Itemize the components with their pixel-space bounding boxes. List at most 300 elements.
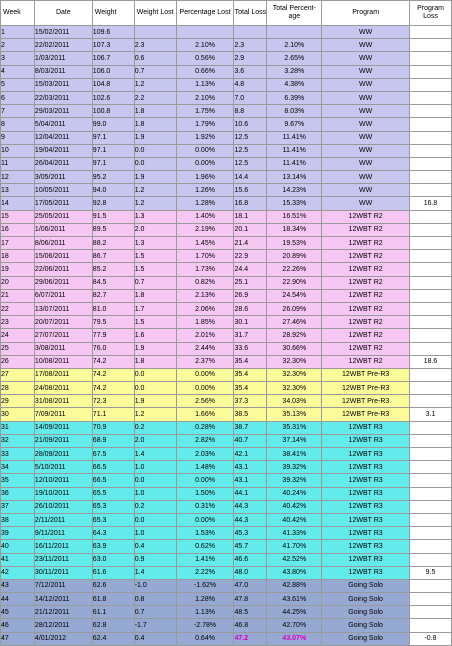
date-cell[interactable]: 7/09/2011 <box>34 408 92 421</box>
percentage-lost-cell[interactable]: 1.26% <box>176 184 234 197</box>
weight-cell[interactable]: 66.5 <box>92 474 134 487</box>
week-cell[interactable]: 42 <box>1 566 35 579</box>
weight-lost-cell[interactable]: 1.9 <box>134 171 176 184</box>
percentage-lost-cell[interactable]: 1.85% <box>176 316 234 329</box>
program-loss-cell[interactable] <box>410 579 452 592</box>
week-cell[interactable]: 9 <box>1 131 35 144</box>
weight-lost-cell[interactable]: 0.0 <box>134 144 176 157</box>
header-program-loss[interactable]: Program Loss <box>410 1 452 26</box>
program-cell[interactable]: 12WBT R2 <box>322 223 410 236</box>
date-cell[interactable]: 19/10/2011 <box>34 487 92 500</box>
program-loss-cell[interactable] <box>410 91 452 104</box>
percentage-lost-cell[interactable]: 1.28% <box>176 197 234 210</box>
weight-cell[interactable]: 97.1 <box>92 144 134 157</box>
weight-lost-cell[interactable]: 1.4 <box>134 566 176 579</box>
total-percentage-cell[interactable]: 2.65% <box>267 52 322 65</box>
week-cell[interactable]: 26 <box>1 355 35 368</box>
weight-lost-cell[interactable]: -1.0 <box>134 579 176 592</box>
weight-lost-cell[interactable]: 1.9 <box>134 395 176 408</box>
week-cell[interactable]: 17 <box>1 237 35 250</box>
total-percentage-cell[interactable]: 42.52% <box>267 553 322 566</box>
percentage-lost-cell[interactable]: 1.45% <box>176 237 234 250</box>
date-cell[interactable]: 21/12/2011 <box>34 606 92 619</box>
program-cell[interactable]: 12WBT R2 <box>322 250 410 263</box>
total-loss-cell[interactable]: 43.1 <box>234 474 267 487</box>
weight-cell[interactable]: 71.1 <box>92 408 134 421</box>
weight-lost-cell[interactable]: 0.0 <box>134 382 176 395</box>
date-cell[interactable]: 12/10/2011 <box>34 474 92 487</box>
program-cell[interactable]: 12WBT Pre-R3 <box>322 382 410 395</box>
weight-lost-cell[interactable]: 0.0 <box>134 474 176 487</box>
weight-cell[interactable]: 65.3 <box>92 513 134 526</box>
date-cell[interactable]: 1/06/2011 <box>34 223 92 236</box>
weight-lost-cell[interactable]: 0.7 <box>134 65 176 78</box>
weight-cell[interactable]: 65.5 <box>92 487 134 500</box>
weight-cell[interactable]: 106.7 <box>92 52 134 65</box>
program-cell[interactable]: Going Solo <box>322 619 410 632</box>
total-loss-cell[interactable]: 14.4 <box>234 171 267 184</box>
percentage-lost-cell[interactable]: 0.66% <box>176 65 234 78</box>
percentage-lost-cell[interactable]: 2.01% <box>176 329 234 342</box>
weight-lost-cell[interactable]: 1.8 <box>134 118 176 131</box>
weight-cell[interactable]: 68.9 <box>92 434 134 447</box>
program-cell[interactable]: WW <box>322 91 410 104</box>
weight-lost-cell[interactable]: 0.6 <box>134 52 176 65</box>
weight-cell[interactable]: 76.0 <box>92 342 134 355</box>
program-cell[interactable]: 12WBT R2 <box>322 316 410 329</box>
week-cell[interactable]: 3 <box>1 52 35 65</box>
total-percentage-cell[interactable]: 11.41% <box>267 131 322 144</box>
weight-lost-cell[interactable]: 1.0 <box>134 461 176 474</box>
date-cell[interactable]: 1/03/2011 <box>34 52 92 65</box>
weight-cell[interactable]: 67.5 <box>92 448 134 461</box>
percentage-lost-cell[interactable]: 1.70% <box>176 250 234 263</box>
percentage-lost-cell[interactable]: 2.22% <box>176 566 234 579</box>
total-percentage-cell[interactable]: 37.14% <box>267 434 322 447</box>
date-cell[interactable]: 31/08/2011 <box>34 395 92 408</box>
week-cell[interactable]: 2 <box>1 39 35 52</box>
total-loss-cell[interactable]: 37.3 <box>234 395 267 408</box>
header-week[interactable]: Week <box>1 1 35 26</box>
total-percentage-cell[interactable]: 42.88% <box>267 579 322 592</box>
program-cell[interactable]: 12WBT R2 <box>322 329 410 342</box>
weight-cell[interactable]: 92.8 <box>92 197 134 210</box>
percentage-lost-cell[interactable]: 1.13% <box>176 78 234 91</box>
total-percentage-cell[interactable]: 8.03% <box>267 105 322 118</box>
program-loss-cell[interactable] <box>410 434 452 447</box>
total-percentage-cell[interactable]: 39.32% <box>267 474 322 487</box>
total-percentage-cell[interactable]: 43.80% <box>267 566 322 579</box>
weight-lost-cell[interactable]: 0.9 <box>134 553 176 566</box>
percentage-lost-cell[interactable]: 1.92% <box>176 131 234 144</box>
program-cell[interactable]: Going Solo <box>322 632 410 645</box>
program-loss-cell[interactable] <box>410 619 452 632</box>
total-percentage-cell[interactable]: 19.53% <box>267 237 322 250</box>
weight-lost-cell[interactable]: 2.0 <box>134 434 176 447</box>
total-percentage-cell[interactable]: 2.10% <box>267 39 322 52</box>
program-cell[interactable]: 12WBT Pre-R3 <box>322 368 410 381</box>
week-cell[interactable]: 33 <box>1 448 35 461</box>
week-cell[interactable]: 32 <box>1 434 35 447</box>
date-cell[interactable]: 8/03/2011 <box>34 65 92 78</box>
program-loss-cell[interactable] <box>410 144 452 157</box>
date-cell[interactable]: 9/11/2011 <box>34 527 92 540</box>
total-loss-cell[interactable]: 10.6 <box>234 118 267 131</box>
week-cell[interactable]: 15 <box>1 210 35 223</box>
percentage-lost-cell[interactable]: 2.13% <box>176 289 234 302</box>
program-cell[interactable]: 12WBT R3 <box>322 421 410 434</box>
program-loss-cell[interactable] <box>410 553 452 566</box>
total-loss-cell[interactable]: 33.6 <box>234 342 267 355</box>
week-cell[interactable]: 8 <box>1 118 35 131</box>
week-cell[interactable]: 21 <box>1 289 35 302</box>
total-percentage-cell[interactable]: 4.38% <box>267 78 322 91</box>
date-cell[interactable]: 12/04/2011 <box>34 131 92 144</box>
header-date[interactable]: Date <box>34 1 92 26</box>
date-cell[interactable]: 15/02/2011 <box>34 26 92 39</box>
total-loss-cell[interactable]: 48.5 <box>234 606 267 619</box>
percentage-lost-cell[interactable]: -2.78% <box>176 619 234 632</box>
week-cell[interactable]: 37 <box>1 500 35 513</box>
weight-cell[interactable]: 66.5 <box>92 461 134 474</box>
header-total-loss[interactable]: Total Loss <box>234 1 267 26</box>
total-percentage-cell[interactable]: 30.66% <box>267 342 322 355</box>
weight-cell[interactable]: 72.3 <box>92 395 134 408</box>
program-loss-cell[interactable] <box>410 210 452 223</box>
weight-lost-cell[interactable]: 1.2 <box>134 78 176 91</box>
program-cell[interactable]: 12WBT R3 <box>322 461 410 474</box>
weight-cell[interactable]: 62.6 <box>92 579 134 592</box>
total-loss-cell[interactable]: 38.5 <box>234 408 267 421</box>
percentage-lost-cell[interactable]: 2.56% <box>176 395 234 408</box>
weight-lost-cell[interactable]: 1.9 <box>134 131 176 144</box>
weight-lost-cell[interactable] <box>134 26 176 39</box>
program-loss-cell[interactable] <box>410 78 452 91</box>
program-cell[interactable]: 12WBT R2 <box>322 355 410 368</box>
total-loss-cell[interactable]: 30.1 <box>234 316 267 329</box>
program-loss-cell[interactable] <box>410 52 452 65</box>
weight-cell[interactable]: 74.2 <box>92 368 134 381</box>
program-cell[interactable]: 12WBT R2 <box>322 302 410 315</box>
program-cell[interactable]: 12WBT R2 <box>322 263 410 276</box>
program-loss-cell[interactable] <box>410 461 452 474</box>
total-percentage-cell[interactable]: 15.33% <box>267 197 322 210</box>
total-percentage-cell[interactable]: 43.07% <box>267 632 322 645</box>
week-cell[interactable]: 19 <box>1 263 35 276</box>
program-cell[interactable]: WW <box>322 118 410 131</box>
program-cell[interactable]: WW <box>322 52 410 65</box>
date-cell[interactable]: 26/04/2011 <box>34 157 92 170</box>
week-cell[interactable]: 29 <box>1 395 35 408</box>
date-cell[interactable]: 28/12/2011 <box>34 619 92 632</box>
total-loss-cell[interactable]: 15.6 <box>234 184 267 197</box>
program-loss-cell[interactable]: 18.6 <box>410 355 452 368</box>
program-loss-cell[interactable] <box>410 527 452 540</box>
total-percentage-cell[interactable]: 43.61% <box>267 593 322 606</box>
percentage-lost-cell[interactable]: 1.79% <box>176 118 234 131</box>
week-cell[interactable]: 43 <box>1 579 35 592</box>
total-percentage-cell[interactable]: 14.23% <box>267 184 322 197</box>
weight-lost-cell[interactable]: 1.2 <box>134 197 176 210</box>
program-loss-cell[interactable] <box>410 368 452 381</box>
program-loss-cell[interactable] <box>410 118 452 131</box>
total-loss-cell[interactable]: 16.8 <box>234 197 267 210</box>
total-loss-cell[interactable]: 35.4 <box>234 355 267 368</box>
header-program[interactable]: Program <box>322 1 410 26</box>
program-cell[interactable]: WW <box>322 131 410 144</box>
week-cell[interactable]: 39 <box>1 527 35 540</box>
weight-cell[interactable]: 97.1 <box>92 131 134 144</box>
program-loss-cell[interactable] <box>410 26 452 39</box>
weight-lost-cell[interactable]: 1.0 <box>134 487 176 500</box>
program-cell[interactable]: 12WBT R2 <box>322 289 410 302</box>
weight-lost-cell[interactable]: 1.8 <box>134 355 176 368</box>
program-cell[interactable]: 12WBT R3 <box>322 474 410 487</box>
week-cell[interactable]: 25 <box>1 342 35 355</box>
date-cell[interactable]: 2/11/2011 <box>34 513 92 526</box>
percentage-lost-cell[interactable]: 1.13% <box>176 606 234 619</box>
date-cell[interactable]: 24/08/2011 <box>34 382 92 395</box>
program-cell[interactable]: 12WBT R3 <box>322 500 410 513</box>
percentage-lost-cell[interactable]: 1.96% <box>176 171 234 184</box>
weight-cell[interactable]: 63.0 <box>92 553 134 566</box>
percentage-lost-cell[interactable]: 0.00% <box>176 157 234 170</box>
percentage-lost-cell[interactable]: 2.10% <box>176 39 234 52</box>
date-cell[interactable]: 14/12/2011 <box>34 593 92 606</box>
date-cell[interactable]: 16/11/2011 <box>34 540 92 553</box>
weight-cell[interactable]: 61.6 <box>92 566 134 579</box>
percentage-lost-cell[interactable]: 2.19% <box>176 223 234 236</box>
total-loss-cell[interactable]: 48.0 <box>234 566 267 579</box>
weight-lost-cell[interactable]: 0.4 <box>134 540 176 553</box>
program-cell[interactable]: Going Solo <box>322 593 410 606</box>
date-cell[interactable]: 13/07/2011 <box>34 302 92 315</box>
weight-cell[interactable]: 97.1 <box>92 157 134 170</box>
program-cell[interactable]: WW <box>322 184 410 197</box>
total-loss-cell[interactable]: 7.0 <box>234 91 267 104</box>
program-loss-cell[interactable] <box>410 302 452 315</box>
total-percentage-cell[interactable]: 6.39% <box>267 91 322 104</box>
date-cell[interactable]: 17/05/2011 <box>34 197 92 210</box>
total-loss-cell[interactable]: 25.1 <box>234 276 267 289</box>
total-percentage-cell[interactable]: 32.30% <box>267 382 322 395</box>
program-loss-cell[interactable] <box>410 316 452 329</box>
date-cell[interactable]: 4/01/2012 <box>34 632 92 645</box>
percentage-lost-cell[interactable]: 2.06% <box>176 302 234 315</box>
total-percentage-cell[interactable]: 34.03% <box>267 395 322 408</box>
program-cell[interactable]: 12WBT R3 <box>322 513 410 526</box>
weight-cell[interactable]: 84.5 <box>92 276 134 289</box>
percentage-lost-cell[interactable]: 0.64% <box>176 632 234 645</box>
program-loss-cell[interactable] <box>410 131 452 144</box>
percentage-lost-cell[interactable]: 0.82% <box>176 276 234 289</box>
week-cell[interactable]: 45 <box>1 606 35 619</box>
total-loss-cell[interactable]: 35.4 <box>234 368 267 381</box>
total-loss-cell[interactable]: 12.5 <box>234 131 267 144</box>
week-cell[interactable]: 16 <box>1 223 35 236</box>
date-cell[interactable]: 20/07/2011 <box>34 316 92 329</box>
week-cell[interactable]: 34 <box>1 461 35 474</box>
weight-cell[interactable]: 106.0 <box>92 65 134 78</box>
total-loss-cell[interactable]: 45.3 <box>234 527 267 540</box>
program-cell[interactable]: WW <box>322 144 410 157</box>
date-cell[interactable]: 5/04/2011 <box>34 118 92 131</box>
percentage-lost-cell[interactable]: 1.48% <box>176 461 234 474</box>
header-weight-lost[interactable]: Weight Lost <box>134 1 176 26</box>
percentage-lost-cell[interactable]: 1.28% <box>176 593 234 606</box>
program-cell[interactable]: 12WBT R3 <box>322 434 410 447</box>
weight-lost-cell[interactable]: 0.4 <box>134 632 176 645</box>
total-percentage-cell[interactable]: 39.32% <box>267 461 322 474</box>
total-loss-cell[interactable]: 45.7 <box>234 540 267 553</box>
total-percentage-cell[interactable] <box>267 26 322 39</box>
weight-cell[interactable]: 85.2 <box>92 263 134 276</box>
weight-lost-cell[interactable]: 1.8 <box>134 289 176 302</box>
program-loss-cell[interactable] <box>410 500 452 513</box>
week-cell[interactable]: 5 <box>1 78 35 91</box>
total-loss-cell[interactable]: 12.5 <box>234 144 267 157</box>
program-cell[interactable]: 12WBT R2 <box>322 210 410 223</box>
percentage-lost-cell[interactable]: 0.00% <box>176 474 234 487</box>
program-cell[interactable]: Going Solo <box>322 579 410 592</box>
date-cell[interactable]: 10/08/2011 <box>34 355 92 368</box>
week-cell[interactable]: 36 <box>1 487 35 500</box>
weight-cell[interactable]: 109.6 <box>92 26 134 39</box>
weight-lost-cell[interactable]: 0.8 <box>134 593 176 606</box>
weight-cell[interactable]: 91.5 <box>92 210 134 223</box>
date-cell[interactable]: 28/09/2011 <box>34 448 92 461</box>
total-loss-cell[interactable]: 44.1 <box>234 487 267 500</box>
week-cell[interactable]: 46 <box>1 619 35 632</box>
percentage-lost-cell[interactable]: 2.03% <box>176 448 234 461</box>
weight-cell[interactable]: 62.4 <box>92 632 134 645</box>
weight-cell[interactable]: 64.3 <box>92 527 134 540</box>
date-cell[interactable]: 10/05/2011 <box>34 184 92 197</box>
percentage-lost-cell[interactable]: 2.82% <box>176 434 234 447</box>
total-percentage-cell[interactable]: 27.46% <box>267 316 322 329</box>
week-cell[interactable]: 1 <box>1 26 35 39</box>
weight-cell[interactable]: 107.3 <box>92 39 134 52</box>
program-loss-cell[interactable] <box>410 342 452 355</box>
weight-cell[interactable]: 102.6 <box>92 91 134 104</box>
program-loss-cell[interactable] <box>410 540 452 553</box>
weight-lost-cell[interactable]: 2.3 <box>134 39 176 52</box>
program-loss-cell[interactable] <box>410 474 452 487</box>
header-percentage-lost[interactable]: Percentage Lost <box>176 1 234 26</box>
week-cell[interactable]: 24 <box>1 329 35 342</box>
program-cell[interactable]: 12WBT R3 <box>322 487 410 500</box>
program-loss-cell[interactable] <box>410 105 452 118</box>
week-cell[interactable]: 22 <box>1 302 35 315</box>
total-loss-cell[interactable]: 40.7 <box>234 434 267 447</box>
percentage-lost-cell[interactable]: 0.00% <box>176 513 234 526</box>
program-cell[interactable]: WW <box>322 197 410 210</box>
total-percentage-cell[interactable]: 16.51% <box>267 210 322 223</box>
percentage-lost-cell[interactable]: 0.28% <box>176 421 234 434</box>
program-cell[interactable]: 12WBT R3 <box>322 566 410 579</box>
total-loss-cell[interactable]: 2.3 <box>234 39 267 52</box>
week-cell[interactable]: 31 <box>1 421 35 434</box>
weight-lost-cell[interactable]: 0.2 <box>134 421 176 434</box>
total-loss-cell[interactable]: 18.1 <box>234 210 267 223</box>
percentage-lost-cell[interactable]: 0.00% <box>176 144 234 157</box>
program-cell[interactable]: WW <box>322 105 410 118</box>
week-cell[interactable]: 47 <box>1 632 35 645</box>
total-loss-cell[interactable]: 46.8 <box>234 619 267 632</box>
total-loss-cell[interactable]: 44.3 <box>234 500 267 513</box>
program-cell[interactable]: 12WBT R2 <box>322 237 410 250</box>
weight-lost-cell[interactable]: 0.2 <box>134 500 176 513</box>
program-cell[interactable]: WW <box>322 26 410 39</box>
total-loss-cell[interactable]: 31.7 <box>234 329 267 342</box>
total-loss-cell[interactable]: 28.6 <box>234 302 267 315</box>
total-loss-cell[interactable]: 24.4 <box>234 263 267 276</box>
percentage-lost-cell[interactable]: 1.73% <box>176 263 234 276</box>
week-cell[interactable]: 23 <box>1 316 35 329</box>
total-loss-cell[interactable]: 12.5 <box>234 157 267 170</box>
program-loss-cell[interactable] <box>410 171 452 184</box>
program-cell[interactable]: WW <box>322 157 410 170</box>
program-cell[interactable]: WW <box>322 78 410 91</box>
date-cell[interactable]: 15/03/2011 <box>34 78 92 91</box>
total-percentage-cell[interactable]: 3.28% <box>267 65 322 78</box>
total-loss-cell[interactable]: 47.2 <box>234 632 267 645</box>
program-loss-cell[interactable] <box>410 421 452 434</box>
total-loss-cell[interactable]: 21.4 <box>234 237 267 250</box>
total-loss-cell[interactable]: 22.9 <box>234 250 267 263</box>
weight-cell[interactable]: 81.0 <box>92 302 134 315</box>
total-loss-cell[interactable]: 43.1 <box>234 461 267 474</box>
weight-lost-cell[interactable]: 1.5 <box>134 263 176 276</box>
date-cell[interactable]: 23/11/2011 <box>34 553 92 566</box>
program-loss-cell[interactable]: 3.1 <box>410 408 452 421</box>
date-cell[interactable]: 7/12/2011 <box>34 579 92 592</box>
total-loss-cell[interactable]: 26.9 <box>234 289 267 302</box>
program-loss-cell[interactable] <box>410 157 452 170</box>
weight-lost-cell[interactable]: 0.0 <box>134 368 176 381</box>
week-cell[interactable]: 44 <box>1 593 35 606</box>
percentage-lost-cell[interactable]: 0.00% <box>176 368 234 381</box>
weight-lost-cell[interactable]: 0.0 <box>134 157 176 170</box>
week-cell[interactable]: 38 <box>1 513 35 526</box>
total-percentage-cell[interactable]: 20.89% <box>267 250 322 263</box>
date-cell[interactable]: 5/10/2011 <box>34 461 92 474</box>
program-cell[interactable]: 12WBT Pre-R3 <box>322 395 410 408</box>
program-loss-cell[interactable]: 9.5 <box>410 566 452 579</box>
percentage-lost-cell[interactable]: 1.75% <box>176 105 234 118</box>
total-percentage-cell[interactable]: 11.41% <box>267 157 322 170</box>
date-cell[interactable]: 22/06/2011 <box>34 263 92 276</box>
week-cell[interactable]: 7 <box>1 105 35 118</box>
total-loss-cell[interactable]: 3.6 <box>234 65 267 78</box>
total-percentage-cell[interactable]: 11.41% <box>267 144 322 157</box>
date-cell[interactable]: 22/02/2011 <box>34 39 92 52</box>
total-loss-cell[interactable]: 46.6 <box>234 553 267 566</box>
program-loss-cell[interactable] <box>410 184 452 197</box>
date-cell[interactable]: 22/03/2011 <box>34 91 92 104</box>
weight-lost-cell[interactable]: 1.9 <box>134 342 176 355</box>
weight-cell[interactable]: 86.7 <box>92 250 134 263</box>
total-percentage-cell[interactable]: 40.24% <box>267 487 322 500</box>
percentage-lost-cell[interactable]: 0.56% <box>176 52 234 65</box>
total-loss-cell[interactable]: 8.8 <box>234 105 267 118</box>
date-cell[interactable]: 21/09/2011 <box>34 434 92 447</box>
week-cell[interactable]: 28 <box>1 382 35 395</box>
weight-cell[interactable]: 61.8 <box>92 593 134 606</box>
weight-cell[interactable]: 88.2 <box>92 237 134 250</box>
weight-cell[interactable]: 95.2 <box>92 171 134 184</box>
total-loss-cell[interactable]: 20.1 <box>234 223 267 236</box>
